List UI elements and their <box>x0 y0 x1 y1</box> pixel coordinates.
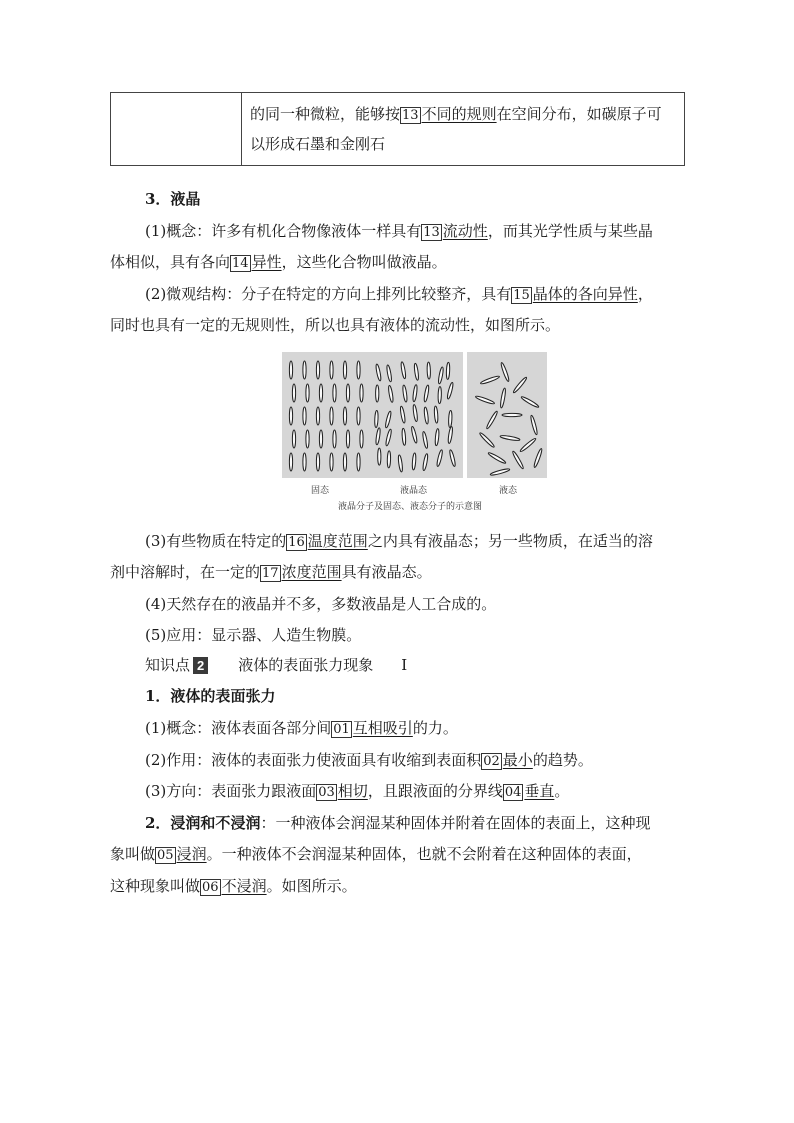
liquid-crystal-molecule <box>388 385 394 402</box>
liquid-crystal-molecule <box>422 453 428 470</box>
solid-molecule <box>306 384 309 402</box>
solid-molecule <box>303 453 306 471</box>
solid-molecule <box>289 407 292 425</box>
s2-line2: 象叫做 05 浸润。一种液体不会润湿某种固体，也就不会附着在这种固体的表面， <box>110 845 642 863</box>
p3-line2: 剂中溶解时，在一定的 17 浓度范围具有液晶态。 <box>110 563 432 581</box>
solid-molecule <box>330 453 333 471</box>
liquid-molecule <box>500 435 520 442</box>
solid-molecule <box>316 361 319 379</box>
label-liquid-crystal: 液晶态 <box>400 486 428 496</box>
liquid-crystal-molecule <box>385 411 392 428</box>
liquid-crystal-molecule <box>448 410 452 427</box>
solid-molecule <box>316 453 319 471</box>
solid-molecule <box>357 407 360 425</box>
solid-molecule <box>319 430 322 448</box>
liquid-crystal-molecule <box>434 406 438 423</box>
liquid-crystal-molecule <box>412 404 418 421</box>
liquid-crystal-molecule <box>446 382 453 399</box>
liquid-crystal-molecule <box>412 453 416 470</box>
liquid-molecule <box>512 376 527 393</box>
liquid-crystal-molecule <box>438 387 442 404</box>
blank-02: 02 最小 <box>483 751 533 769</box>
liquid-crystal-molecule <box>446 362 450 379</box>
liquid-crystal-molecule <box>427 362 431 379</box>
liquid-molecule <box>519 437 536 452</box>
p2-line2: 同时也具有一定的无规则性，所以也具有液体的流动性，如图所示。 <box>110 316 561 334</box>
solid-molecule <box>360 384 363 402</box>
liquid-crystal-molecule <box>385 429 392 446</box>
liquid-molecule <box>500 388 507 408</box>
liquid-crystal-molecule <box>387 451 391 468</box>
s2-line3: 这种现象叫做 06 不浸润。如图所示。 <box>110 877 357 895</box>
blank-04: 04 垂直 <box>504 782 555 800</box>
solid-molecule <box>357 361 360 379</box>
table-line-1: 的同一种微粒，能够按 13 不同的规则在空间分布，如碳原子可 <box>250 105 662 123</box>
liquid-crystal-molecule <box>422 431 428 448</box>
q1: (1)概念：液体表面各部分间 01 互相吸引的力。 <box>145 719 458 737</box>
blank-03: 03 相切 <box>318 782 368 800</box>
liquid-molecule <box>488 452 507 465</box>
liquid-crystal-molecule <box>400 362 406 379</box>
liquid-crystal-molecule <box>424 407 429 424</box>
liquid-crystal-molecule <box>449 449 456 466</box>
q2: (2)作用：液体的表面张力使液面具有收缩到表面积 02 最小的趋势。 <box>145 751 593 769</box>
blank-15: 15 晶体的各向异性 <box>513 285 638 303</box>
solid-molecule <box>346 430 349 448</box>
q3: (3)方向：表面张力跟液面 03 相切，且跟液面的分界线 04 垂直。 <box>145 782 570 800</box>
solid-molecule <box>303 361 306 379</box>
blank-06: 06 不浸润 <box>202 877 267 895</box>
liquid-crystal-molecule <box>400 406 406 423</box>
solid-molecule <box>292 430 295 448</box>
solid-molecule <box>357 453 360 471</box>
liquid-molecule <box>530 415 538 435</box>
liquid-crystal-molecule <box>375 428 381 445</box>
blank-05: 05 浸润 <box>157 845 207 863</box>
solid-molecule <box>330 407 333 425</box>
liquid-crystal-molecule <box>402 385 408 402</box>
liquid-molecule <box>521 396 540 409</box>
solid-molecule <box>360 430 363 448</box>
liquid-crystal-molecule <box>375 364 382 381</box>
blank-14: 14 异性 <box>232 253 282 271</box>
solid-molecule <box>303 407 306 425</box>
liquid-crystal-molecule <box>411 426 418 443</box>
blank-01: 01 互相吸引 <box>333 719 413 737</box>
solid-molecule <box>333 384 336 402</box>
liquid-molecule <box>479 432 495 448</box>
solid-molecule <box>316 407 319 425</box>
solid-molecule <box>319 384 322 402</box>
liquid-molecule <box>533 448 543 468</box>
s2-line1: 2．浸润和不浸润：一种液体会润湿某种固体并附着在固体的表面上，这种现 <box>145 814 651 832</box>
p1-line2: 体相似，具有各向 14 异性，这些化合物叫做液晶。 <box>110 253 447 271</box>
liquid-crystal-molecule <box>374 410 378 427</box>
solid-molecule <box>330 361 333 379</box>
liquid-crystal-molecule <box>376 385 379 402</box>
liquid-molecule <box>502 413 522 416</box>
label-solid: 固态 <box>311 486 330 496</box>
section-3-heading: 3．液晶 <box>145 190 201 208</box>
solid-molecule <box>343 453 346 471</box>
table-line-2: 以形成石墨和金刚石 <box>250 135 386 153</box>
liquid-crystal-molecule <box>412 385 417 402</box>
liquid-crystal-molecule <box>438 367 444 384</box>
blank-13: 13 流动性 <box>423 222 488 240</box>
liquid-crystal-molecule <box>423 385 429 402</box>
section-1-heading: 1．液体的表面张力 <box>145 687 276 705</box>
label-liquid: 液态 <box>499 486 518 496</box>
p5: (5)应用：显示器、人造生物膜。 <box>145 626 362 644</box>
knowledge-point-number: 2 <box>193 657 208 674</box>
p1-line1: (1)概念：许多有机化合物像液体一样具有 13 流动性，而其光学性质与某些晶 <box>145 222 653 240</box>
liquid-crystal-molecule <box>435 429 440 446</box>
blank-16: 16 温度范围 <box>288 532 368 550</box>
p4: (4)天然存在的液晶并不多，多数液晶是人工合成的。 <box>145 595 497 613</box>
liquid-crystal-molecule <box>386 365 392 382</box>
liquid-crystal-molecule <box>402 428 407 445</box>
liquid-crystal-molecule <box>447 426 453 443</box>
liquid-crystal-molecule <box>378 448 381 465</box>
solid-molecule <box>346 384 349 402</box>
liquid-molecule <box>500 362 510 382</box>
p3-line1: (3)有些物质在特定的 16 温度范围之内具有液晶态；另一些物质，在适当的溶 <box>145 532 653 550</box>
liquid-crystal-molecule <box>398 455 403 472</box>
liquid-crystal-molecule <box>436 449 443 466</box>
liquid-crystal-molecule <box>414 363 420 380</box>
level-mark: Ⅰ <box>401 656 408 674</box>
knowledge-point-heading: 知识点 2 液体的表面张力现象 Ⅰ <box>145 656 408 674</box>
solid-molecule <box>289 453 292 471</box>
solid-molecule <box>289 361 292 379</box>
solid-molecule <box>292 384 295 402</box>
figure-caption: 液晶分子及固态、液态分子的示意图 <box>338 502 483 512</box>
liquid-molecule <box>475 395 495 405</box>
liquid-molecule <box>512 451 525 470</box>
liquid-molecule <box>490 468 510 476</box>
solid-molecule <box>343 361 346 379</box>
solid-molecule <box>343 407 346 425</box>
solid-molecule <box>306 430 309 448</box>
blank-17: 17 浓度范围 <box>262 563 342 581</box>
p2-line1: (2)微观结构：分子在特定的方向上排列比较整齐，具有 15 晶体的各向异性， <box>145 285 653 303</box>
liquid-molecule <box>480 375 500 385</box>
blank-13-a: 13 不同的规则 <box>402 105 497 123</box>
solid-molecule <box>333 430 336 448</box>
liquid-molecule <box>486 411 499 430</box>
